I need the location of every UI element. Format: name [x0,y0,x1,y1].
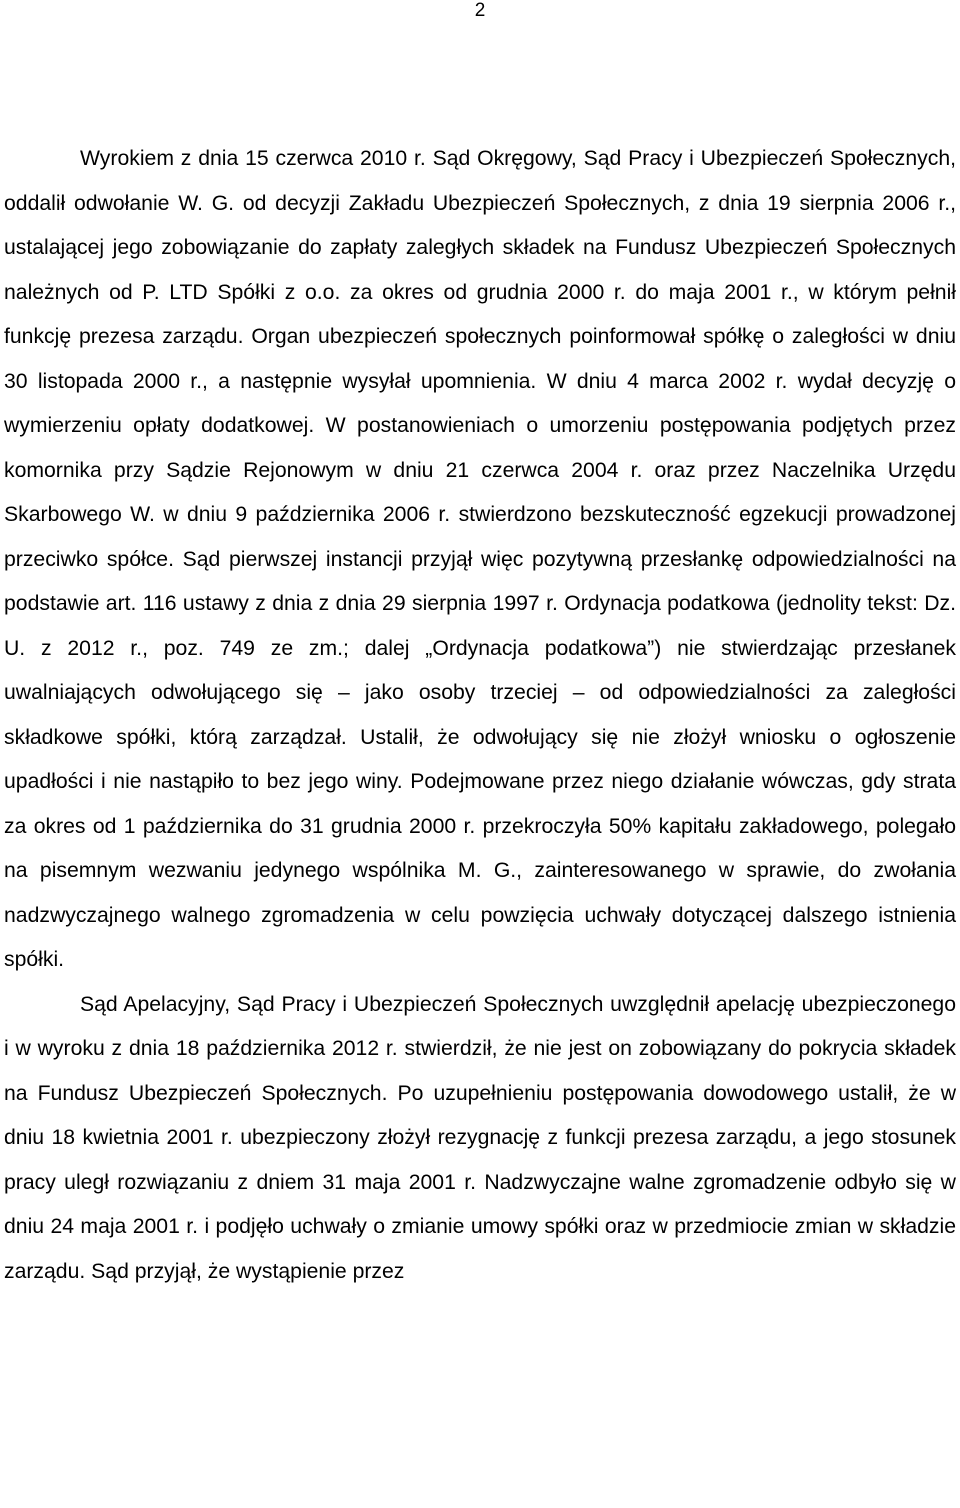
document-body [4,137,956,1294]
page-number: 2 [474,0,486,21]
paragraph-appeal-court-judgment: Sąd Apelacyjny, Sąd Pracy i Ubezpieczeń Społecznych uwzględnił apelację ubezpieczonego i w wyroku z dnia 18 października 2012 r. stwierdził, że nie jest on zobowiązany do pokrycia składek na Fundusz Ubezpieczeń Społecznych. Po uzupełnieniu postępowania dowodowego ustalił, że w dniu 18 kwietnia 2001 r. ubezpieczony złożył rezygnację z funkcji prezesa zarządu, a jego stosunek pracy uległ rozwiązaniu z dniem 31 maja 2001 r. Nadzwyczajne walne zgromadzenie odbyło się w dniu 24 maja 2001 r. i podjęło uchwały o zmianie umowy spółki oraz w przedmiocie zmian w składzie zarządu. Sąd przyjął, że wystąpienie przez [4,992,956,1283]
paragraph-first-instance-judgment: Wyrokiem z dnia 15 czerwca 2010 r. Sąd Okręgowy, Sąd Pracy i Ubezpieczeń Społecznych, oddalił odwołanie W. G. od decyzji Zakładu Ubezpieczeń Społecznych, z dnia 19 sierpnia 2006 r., ustalającej jego zobowiązanie do zapłaty zaległych składek na Fundusz Ubezpieczeń Społecznych należnych od P. LTD Spółki z o.o. za okres od grudnia 2000 r. do maja 2001 r., w którym pełnił funkcję prezesa zarządu. Organ ubezpieczeń społecznych poinformował spółkę o zaległości w dniu 30 listopada 2000 r., a następnie wysyłał upomnienia. W dniu 4 marca 2002 r. wydał decyzję o wymierzeniu opłaty dodatkowej. W postanowieniach o umorzeniu postępowania podjętych przez komornika przy Sądzie Rejonowym w dniu 21 czerwca 2004 r. oraz przez Naczelnika Urzędu Skarbowego W. w dniu 9 października 2006 r. stwierdzono bezskuteczność egzekucji prowadzonej przeciwko spółce. Sąd pierwszej instancji przyjął więc pozytywną przesłankę odpowiedzialności na podstawie art. 116 ustawy z dnia z dnia 29 sierpnia 1997 r. Ordynacja podatkowa (jednolity tekst: Dz. U. z 2012 r., poz. 749 ze zm.; dalej „Ordynacja podatkowa”) nie stwierdzając przesłanek uwalniających odwołującego się – jako osoby trzeciej – od odpowiedzialności za zaległości składkowe spółki, którą zarządzał. Ustalił, że odwołujący się nie złożył wniosku o ogłoszenie upadłości i nie nastąpiło to bez jego winy. Podejmowane przez niego działanie wówczas, gdy strata za okres od 1 października do 31 grudnia 2000 r. przekroczyła 50% kapitału zakładowego, polegało na pisemnym wezwaniu jedynego wspólnika M. G., zainteresowanego w sprawie, do zwołania nadzwyczajnego walnego zgromadzenia w celu powzięcia uchwały dotyczącej dalszego istnienia spółki. [4,147,956,971]
